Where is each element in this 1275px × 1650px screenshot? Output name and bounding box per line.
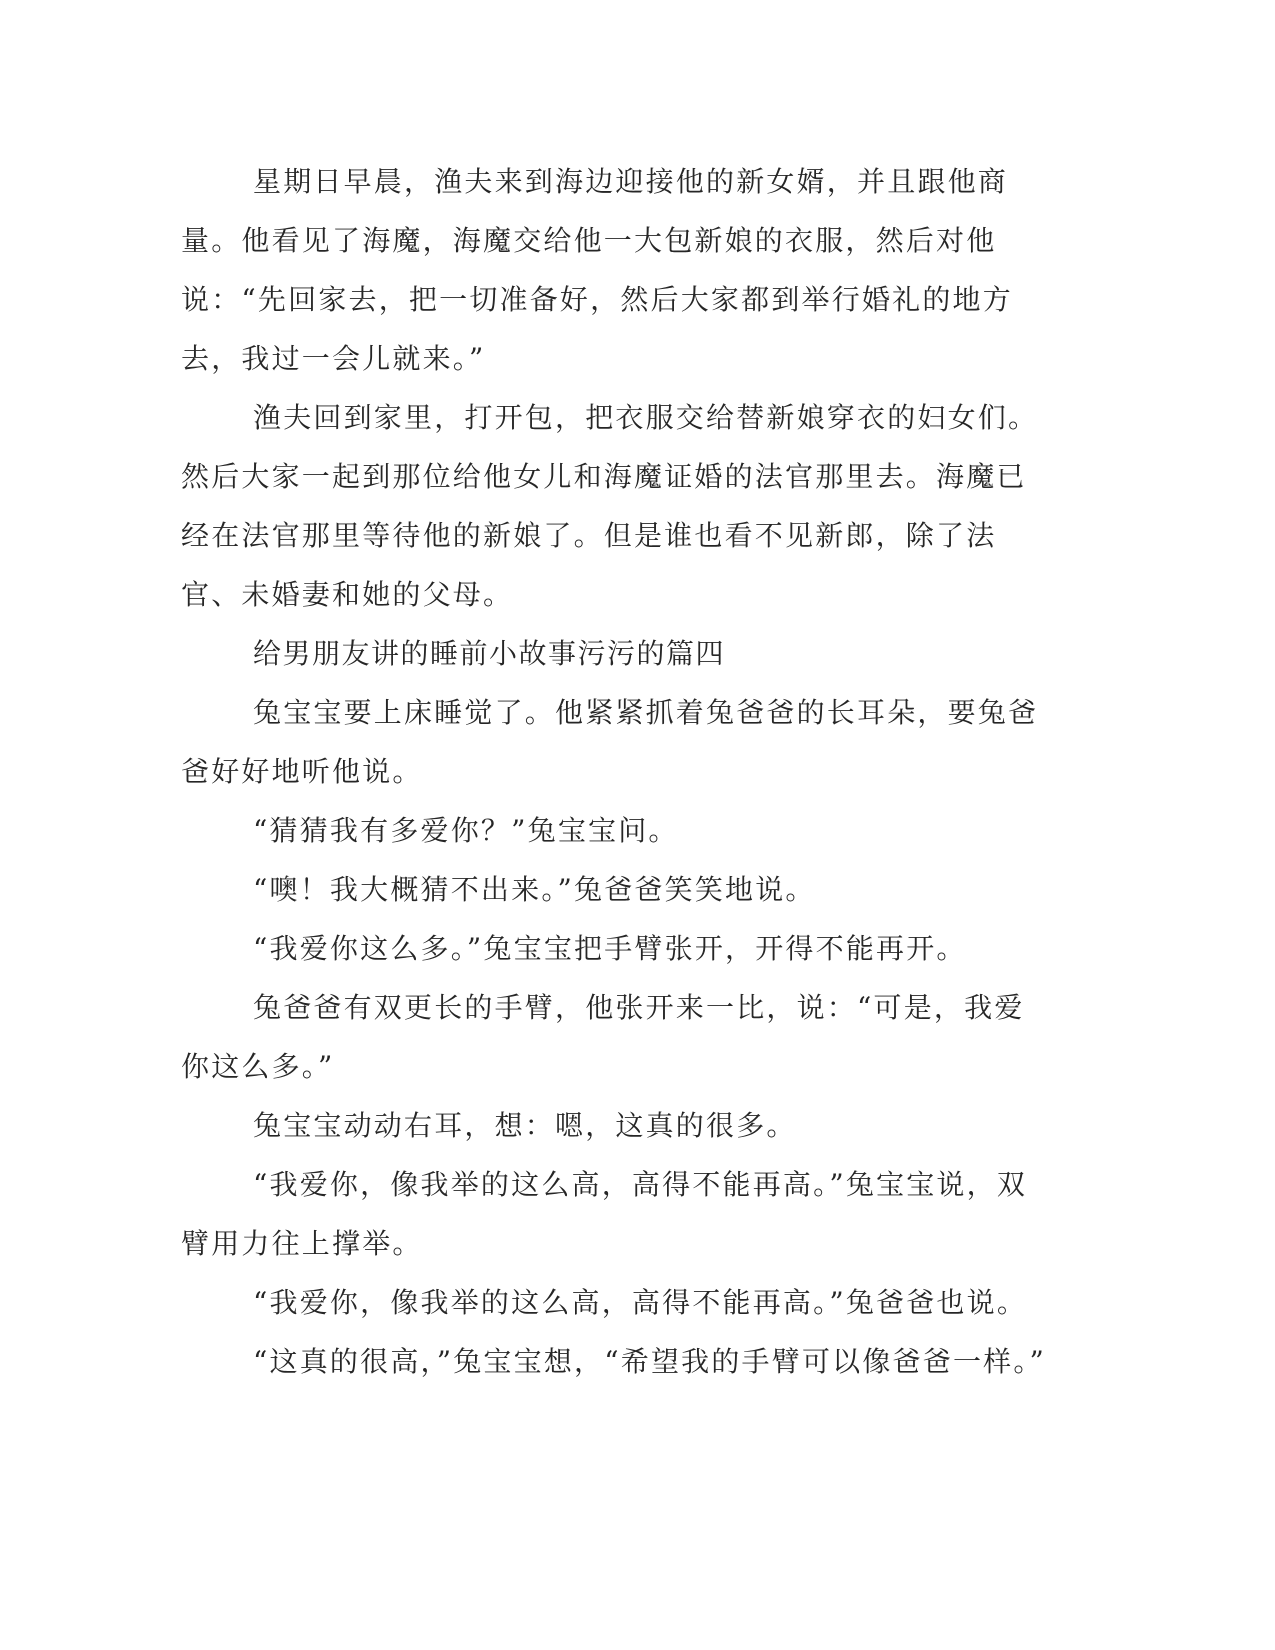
document-body (181, 152, 1051, 1391)
paragraph-9: “我爱你，像我举的这么高，高得不能再高。”兔宝宝说，双臂用力往上撑举。 (181, 1168, 1028, 1260)
paragraph-4: “猜猜我有多爱你？”兔宝宝问。 (253, 814, 679, 847)
paragraph-10: “我爱你，像我举的这么高，高得不能再高。”兔爸爸也说。 (253, 1286, 1028, 1319)
section-heading: 给男朋友讲的睡前小故事污污的篇四 (253, 637, 726, 670)
paragraph-7: 兔爸爸有双更长的手臂，他张开来一比，说：“可是，我爱你这么多。” (181, 991, 1025, 1083)
paragraph-11: “这真的很高，”兔宝宝想，“希望我的手臂可以像爸爸一样。” (253, 1345, 1047, 1378)
paragraph-1: 星期日早晨，渔夫来到海边迎接他的新女婿，并且跟他商量。他看见了海魔，海魔交给他一大包新娘的衣服，然后对他说：“先回家去，把一切准备好，然后大家都到举行婚礼的地方去，我过一会儿就来。” (181, 165, 1013, 375)
paragraph-5: “噢！我大概猜不出来。”兔爸爸笑笑地说。 (253, 873, 816, 906)
paragraph-6: “我爱你这么多。”兔宝宝把手臂张开，开得不能再开。 (253, 932, 967, 965)
paragraph-2: 渔夫回到家里，打开包，把衣服交给替新娘穿衣的妇女们。然后大家一起到那位给他女儿和海魔证婚的法官那里去。海魔已经在法官那里等待他的新娘了。但是谁也看不见新郎，除了法官、未婚妻和她的父母。 (181, 401, 1039, 611)
paragraph-8: 兔宝宝动动右耳，想：嗯，这真的很多。 (253, 1109, 797, 1142)
paragraph-3: 兔宝宝要上床睡觉了。他紧紧抓着兔爸爸的长耳朵，要兔爸爸好好地听他说。 (181, 696, 1039, 788)
